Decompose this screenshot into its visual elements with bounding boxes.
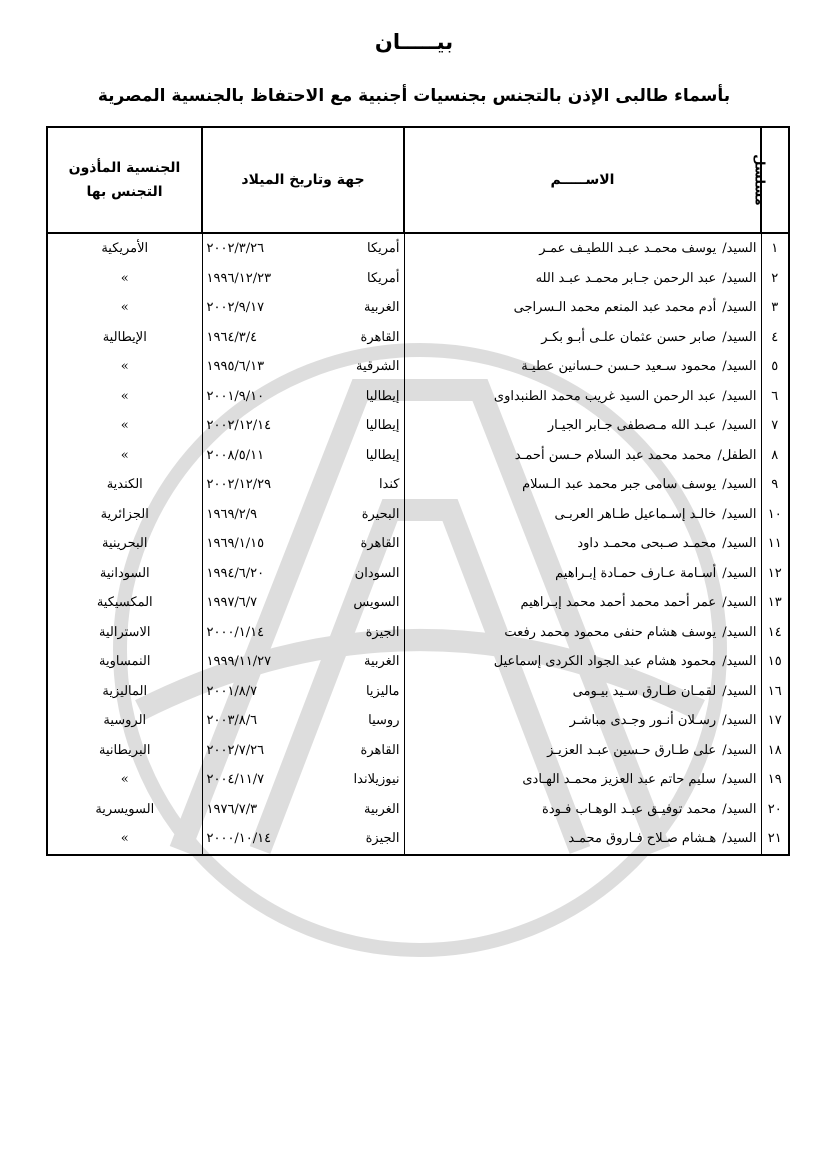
row-birth-place: القاهرة [360, 536, 400, 552]
row-serial: ١٤ [761, 618, 789, 648]
row-birth-cell [202, 765, 404, 795]
table-row [47, 293, 789, 323]
row-name-cell [404, 500, 761, 530]
row-nationality: » [47, 411, 202, 441]
row-birth-place: الجيزة [365, 831, 400, 847]
row-name-cell [404, 264, 761, 294]
row-birth-date: ١٩٩٩/١١/٢٧ [206, 654, 272, 670]
row-name: صابر حسن عثمان علـى أبـو بكـر [541, 329, 717, 345]
row-name-cell [404, 293, 761, 323]
row-birth-place: أمريكا [366, 270, 400, 286]
table-row [47, 352, 789, 382]
row-name: محمـد صـبحى محمـد داود [577, 536, 717, 552]
row-birth-cell [202, 500, 404, 530]
row-birth-cell [202, 529, 404, 559]
document-title: بيـــــان [374, 30, 454, 54]
row-serial: ١٩ [761, 765, 789, 795]
row-serial: ٤ [761, 323, 789, 353]
row-serial: ١٠ [761, 500, 789, 530]
row-birth-cell [202, 588, 404, 618]
row-name: على طـارق حـسين عبـد العزيـز [547, 742, 717, 758]
row-birth-cell [202, 323, 404, 353]
row-name-cell [404, 233, 761, 264]
row-serial: ٨ [761, 441, 789, 471]
row-birth-date: ٢٠٠٣/٨/٦ [206, 713, 258, 729]
row-name-cell [404, 470, 761, 500]
row-name: عمر أحمد محمد أحمد محمد إبـراهيم [520, 595, 717, 611]
row-birth-place: إيطاليا [365, 388, 400, 404]
row-serial: ٧ [761, 411, 789, 441]
row-birth-place: الغربية [363, 300, 400, 316]
table-row [47, 706, 789, 736]
row-serial: ٦ [761, 382, 789, 412]
row-birth-date: ٢٠٠٢/١٢/٢٩ [206, 477, 272, 493]
table-row [47, 382, 789, 412]
row-birth-place: ماليزيا [365, 683, 400, 699]
row-name-cell [404, 559, 761, 589]
row-birth-date: ٢٠٠٢/٩/١٧ [206, 300, 265, 316]
row-nationality: » [47, 441, 202, 471]
row-honorific: السيد/ [722, 742, 757, 758]
table-row [47, 233, 789, 264]
table-row [47, 411, 789, 441]
row-birth-date: ١٩٦٤/٣/٤ [206, 329, 258, 345]
row-birth-date: ٢٠٠٢/٧/٢٦ [206, 742, 265, 758]
row-honorific: السيد/ [722, 713, 757, 729]
row-nationality: الماليزية [47, 677, 202, 707]
row-birth-cell [202, 618, 404, 648]
row-name-cell [404, 706, 761, 736]
row-nationality: » [47, 264, 202, 294]
row-birth-cell [202, 264, 404, 294]
row-honorific: السيد/ [722, 772, 757, 788]
row-name: محمود سـعيد حـسن حـسانين عطيـة [521, 359, 717, 375]
table-row [47, 736, 789, 766]
row-name: أدم محمد عبد المنعم محمد الـسراجى [513, 300, 717, 316]
column-header-name: الاســـــم [404, 127, 761, 233]
document-subtitle: بأسماء طالبى الإذن بالتجنس بجنسيات أجنبية مع الاحتفاظ بالجنسية المصرية [97, 86, 731, 106]
row-name: عبد الرحمن السيد غريب محمد الطنبداوى [493, 388, 717, 404]
row-name: محمود هشام عبد الجواد الكردى إسماعيل [493, 654, 717, 670]
row-serial: ١ [761, 233, 789, 264]
table-row [47, 824, 789, 855]
row-name: هـشام صـلاح فـاروق محمـد [568, 831, 717, 847]
table-row [47, 264, 789, 294]
row-honorific: الطفل/ [717, 447, 757, 463]
row-honorific: السيد/ [722, 359, 757, 375]
row-honorific: السيد/ [722, 300, 757, 316]
row-birth-cell [202, 233, 404, 264]
row-birth-place: إيطاليا [365, 418, 400, 434]
row-nationality: » [47, 824, 202, 855]
row-nationality: النمساوية [47, 647, 202, 677]
row-nationality: البريطانية [47, 736, 202, 766]
column-header-nationality: الجنسية المأذون التجنس بها [47, 127, 202, 233]
row-name: رسـلان أنـور وجـدى مباشـر [569, 713, 717, 729]
row-name: عبـد الله مـصطفى جـابر الجيـار [547, 418, 717, 434]
row-birth-cell [202, 824, 404, 855]
row-name-cell [404, 824, 761, 855]
row-name: محمد محمد عبد السلام حـسن أحمـد [514, 447, 712, 463]
row-birth-date: ٢٠٠٢/١٢/١٤ [206, 418, 272, 434]
applicants-table [46, 126, 790, 856]
row-birth-cell [202, 293, 404, 323]
row-honorific: السيد/ [722, 477, 757, 493]
row-name: أسـامة عـارف حمـادة إبـراهيم [555, 565, 717, 581]
row-name: خالـد إسـماعيل طـاهر العربـى [554, 506, 717, 522]
row-birth-cell [202, 382, 404, 412]
row-honorific: السيد/ [722, 329, 757, 345]
table-row [47, 588, 789, 618]
row-honorific: السيد/ [722, 536, 757, 552]
row-nationality: » [47, 352, 202, 382]
table-row [47, 559, 789, 589]
row-birth-place: أمريكا [366, 241, 400, 257]
row-birth-cell [202, 795, 404, 825]
table-row [47, 677, 789, 707]
row-birth-date: ١٩٩٧/٦/٧ [206, 595, 258, 611]
row-name: عبد الرحمن جـابر محمـد عبـد الله [535, 270, 717, 286]
row-honorific: السيد/ [722, 624, 757, 640]
row-nationality: البحرينية [47, 529, 202, 559]
row-birth-date: ٢٠٠١/٩/١٠ [206, 388, 265, 404]
row-birth-date: ١٩٦٩/١/١٥ [206, 536, 265, 552]
row-birth-date: ١٩٦٩/٢/٩ [206, 506, 258, 522]
row-nationality: » [47, 293, 202, 323]
row-name-cell [404, 588, 761, 618]
row-serial: ٩ [761, 470, 789, 500]
row-birth-place: الغربية [363, 654, 400, 670]
table-row [47, 529, 789, 559]
row-serial: ٢١ [761, 824, 789, 855]
row-nationality: السويسرية [47, 795, 202, 825]
row-name-cell [404, 529, 761, 559]
row-name-cell [404, 677, 761, 707]
row-birth-date: ١٩٧٦/٧/٣ [206, 801, 258, 817]
row-name: سليم حاتم عبد العزيز محمـد الهـادى [522, 772, 717, 788]
row-honorific: السيد/ [722, 418, 757, 434]
row-birth-cell [202, 706, 404, 736]
row-nationality: الأمريكية [47, 233, 202, 264]
row-birth-date: ١٩٩٤/٦/٢٠ [206, 565, 265, 581]
row-serial: ١٣ [761, 588, 789, 618]
row-nationality: الروسية [47, 706, 202, 736]
row-name-cell [404, 736, 761, 766]
table-row [47, 323, 789, 353]
row-birth-place: البحيرة [361, 506, 400, 522]
row-name: يوسف محمـد عبـد اللطيـف عمـر [539, 241, 717, 257]
row-serial: ١٨ [761, 736, 789, 766]
row-honorific: السيد/ [722, 654, 757, 670]
row-birth-place: كندا [378, 477, 400, 493]
row-name-cell [404, 647, 761, 677]
row-birth-cell [202, 647, 404, 677]
row-birth-date: ٢٠٠٢/٣/٢٦ [206, 241, 265, 257]
row-birth-place: السويس [353, 595, 400, 611]
row-nationality: » [47, 765, 202, 795]
row-nationality: الكندية [47, 470, 202, 500]
row-birth-date: ٢٠٠٤/١١/٧ [206, 772, 265, 788]
row-name-cell [404, 352, 761, 382]
row-birth-place: إيطاليا [365, 447, 400, 463]
row-serial: ١٥ [761, 647, 789, 677]
row-serial: ٥ [761, 352, 789, 382]
row-honorific: السيد/ [722, 388, 757, 404]
row-honorific: السيد/ [722, 241, 757, 257]
table-row [47, 441, 789, 471]
row-birth-place: الجيزة [365, 624, 400, 640]
table-row [47, 618, 789, 648]
row-birth-date: ٢٠٠٠/١٠/١٤ [206, 831, 272, 847]
row-birth-cell [202, 736, 404, 766]
row-name: يوسف هشام حنفى محمود محمد رفعت [504, 624, 717, 640]
row-name: محمد توفيـق عبـد الوهـاب فـودة [542, 801, 717, 817]
row-name-cell [404, 795, 761, 825]
row-birth-date: ٢٠٠١/٨/٧ [206, 683, 258, 699]
row-serial: ٢٠ [761, 795, 789, 825]
row-birth-cell [202, 677, 404, 707]
row-birth-place: القاهرة [360, 742, 400, 758]
row-name: لقمـان طـارق سـيد بيـومى [572, 683, 717, 699]
row-honorific: السيد/ [722, 565, 757, 581]
row-name-cell [404, 323, 761, 353]
column-header-birth: جهة وتاريخ الميلاد [202, 127, 404, 233]
row-honorific: السيد/ [722, 270, 757, 286]
column-header-serial: مسلسل [761, 127, 789, 233]
row-nationality: الجزائرية [47, 500, 202, 530]
row-birth-place: الغربية [363, 801, 400, 817]
row-birth-place: القاهرة [360, 329, 400, 345]
row-honorific: السيد/ [722, 506, 757, 522]
table-row [47, 795, 789, 825]
row-birth-cell [202, 411, 404, 441]
row-name-cell [404, 765, 761, 795]
table-row [47, 470, 789, 500]
table-row [47, 500, 789, 530]
row-birth-date: ١٩٩٥/٦/١٣ [206, 359, 265, 375]
table-header-row [47, 127, 789, 233]
row-birth-cell [202, 470, 404, 500]
row-serial: ١٦ [761, 677, 789, 707]
row-nationality: الاسترالية [47, 618, 202, 648]
row-birth-place: السودان [354, 565, 400, 581]
row-nationality: السودانية [47, 559, 202, 589]
row-birth-place: نيوزيلاندا [353, 772, 400, 788]
row-birth-cell [202, 441, 404, 471]
row-birth-date: ٢٠٠٠/١/١٤ [206, 624, 265, 640]
row-birth-cell [202, 352, 404, 382]
row-nationality: الإيطالية [47, 323, 202, 353]
row-nationality: المكسيكية [47, 588, 202, 618]
row-birth-place: الشرقية [356, 359, 400, 375]
row-name: يوسف سامى جبر محمد عبد الـسلام [522, 477, 717, 493]
row-birth-date: ١٩٩٦/١٢/٢٣ [206, 270, 272, 286]
row-birth-place: روسيا [368, 713, 400, 729]
row-honorific: السيد/ [722, 801, 757, 817]
row-honorific: السيد/ [722, 683, 757, 699]
table-row [47, 765, 789, 795]
row-birth-cell [202, 559, 404, 589]
row-serial: ٢ [761, 264, 789, 294]
row-name-cell [404, 382, 761, 412]
row-name-cell [404, 618, 761, 648]
row-serial: ٣ [761, 293, 789, 323]
row-nationality: » [47, 382, 202, 412]
row-honorific: السيد/ [722, 831, 757, 847]
row-honorific: السيد/ [722, 595, 757, 611]
table-row [47, 647, 789, 677]
row-serial: ١٧ [761, 706, 789, 736]
row-serial: ١١ [761, 529, 789, 559]
row-serial: ١٢ [761, 559, 789, 589]
row-birth-date: ٢٠٠٨/٥/١١ [206, 447, 265, 463]
row-name-cell [404, 411, 761, 441]
row-name-cell [404, 441, 761, 471]
